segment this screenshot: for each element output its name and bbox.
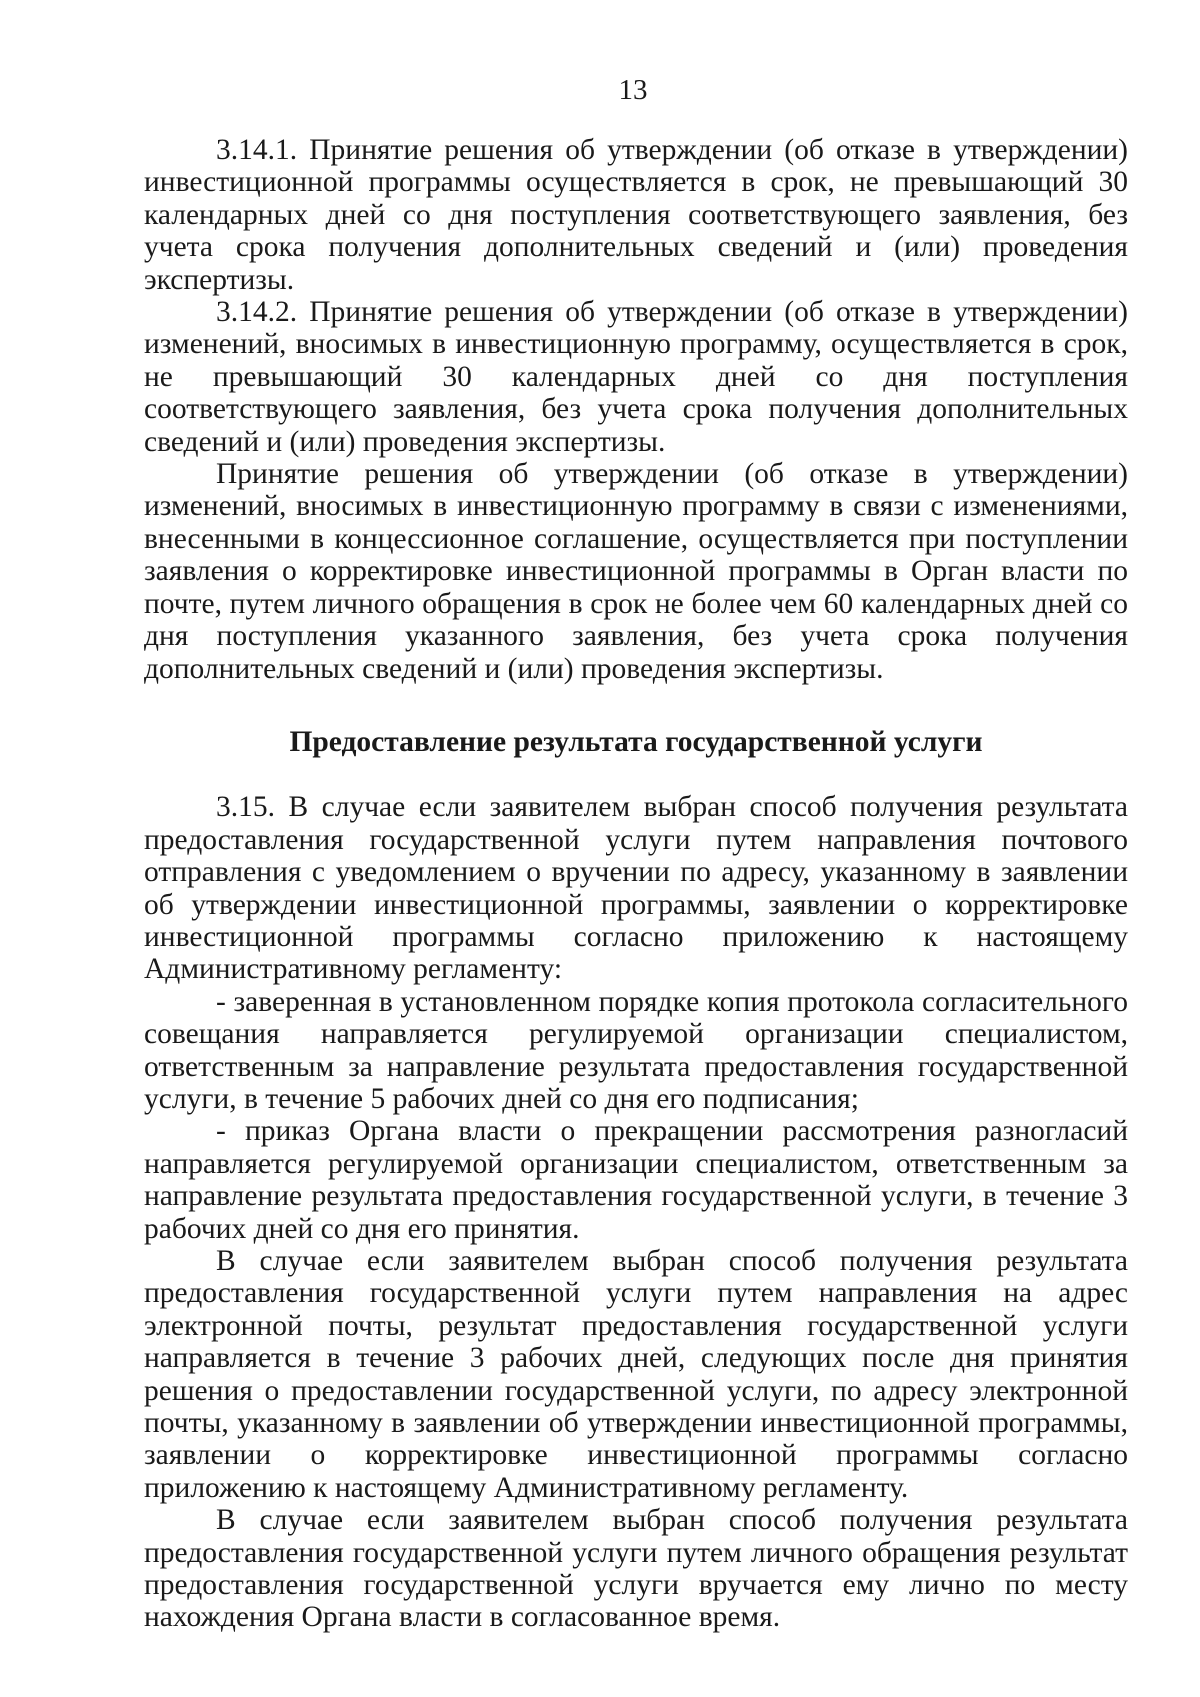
section-heading: Предоставление результата государственной услуги bbox=[289, 725, 983, 758]
paragraph-email-delivery: В случае если заявителем выбран способ получения результата предоставления государственной услуги путем направления на адрес электронной почты, результат предоставления государственной услуги направляется в течение 3 рабочих дней, следующих после дня принятия решения о предоставлении государственной услуги, по адресу электронной почты, указанному в заявлении об утверждении инвестиционной программы, заявлении о корректировке инвестиционной программы согласно приложению к настоящему Административному регламенту. bbox=[144, 1245, 1128, 1504]
document-body bbox=[144, 134, 1128, 1634]
paragraph-personal-delivery: В случае если заявителем выбран способ получения результата предоставления государственной услуги путем личного обращения результат предоставления государственной услуги вручается ему лично по месту нахождения Органа власти в согласованное время. bbox=[144, 1504, 1128, 1634]
paragraph-3-14-2: 3.14.2. Принятие решения об утверждении (об отказе в утверждении) изменений, вносимых в инвестиционную программу, осуществляется в срок, не превышающий 30 календарных дней со дня поступления соответствующего заявления, без учета срока получения дополнительных сведений и (или) проведения экспертизы. bbox=[144, 296, 1128, 458]
list-item-protocol-copy: - заверенная в установленном порядке копия протокола согласительного совещания направляется регулируемой организации специалистом, ответственным за направление результата предоставления государственной услуги, в течение 5 рабочих дней со дня его подписания; bbox=[144, 985, 1128, 1115]
paragraph-3-14-1: 3.14.1. Принятие решения об утверждении (об отказе в утверждении) инвестиционной программы осуществляется в срок, не превышающий 30 календарных дней со дня поступления соответствующего заявления, без учета срока получения дополнительных сведений и (или) проведения экспертизы. bbox=[144, 134, 1128, 296]
list-item-order: - приказ Органа власти о прекращении рассмотрения разногласий направляется регулируемой организации специалистом, ответственным за направление результата предоставления государственной услуги, в течение 3 рабочих дней со дня его принятия. bbox=[144, 1115, 1128, 1245]
page-number: 13 bbox=[618, 74, 648, 106]
paragraph-concession-changes: Принятие решения об утверждении (об отказе в утверждении) изменений, вносимых в инвестиционную программу в связи с изменениями, внесенными в концессионное соглашение, осуществляется при поступлении заявления о корректировке инвестиционной программы в Орган власти по почте, путем личного обращения в срок не более чем 60 календарных дней со дня поступления указанного заявления, без учета срока получения дополнительных сведений и (или) проведения экспертизы. bbox=[144, 458, 1128, 685]
paragraph-3-15: 3.15. В случае если заявителем выбран способ получения результата предоставления государственной услуги путем направления почтового отправления с уведомлением о вручении по адресу, указанному в заявлении об утверждении инвестиционной программы, заявлении о корректировке инвестиционной программы согласно приложению к настоящему Административному регламенту: bbox=[144, 791, 1128, 986]
